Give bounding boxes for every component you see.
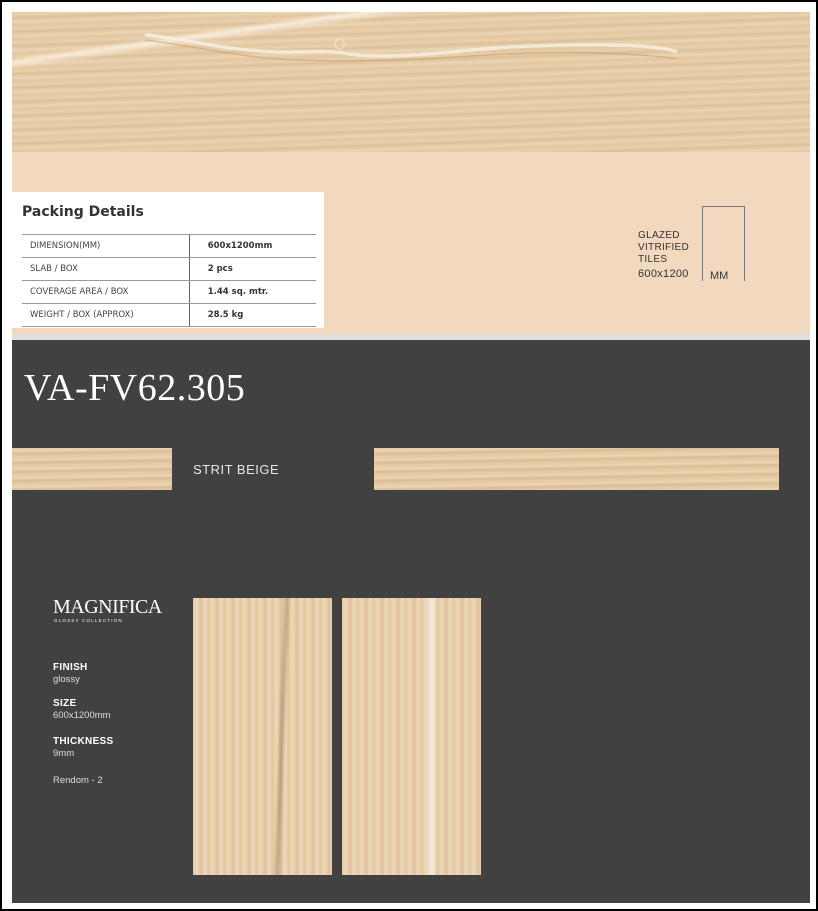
row-value: 600x1200mm — [189, 235, 316, 258]
glazed-unit: MM — [710, 270, 729, 282]
spec-random — [53, 774, 103, 786]
table-row — [22, 281, 316, 304]
table-row — [22, 235, 316, 258]
spec-thickness — [53, 736, 113, 759]
spec-value: glossy — [53, 674, 80, 685]
packing-table — [22, 234, 316, 327]
hero-tile-image — [12, 12, 810, 152]
spec-value: 9mm — [53, 748, 75, 759]
row-value: 28.5 kg — [189, 304, 316, 327]
product-section — [12, 340, 810, 903]
tile-strip-left — [12, 448, 172, 490]
table-row — [22, 258, 316, 281]
spec-value: 600x1200mm — [53, 710, 111, 721]
row-label: DIMENSION(MM) — [22, 235, 189, 258]
brand-subtitle: GLOSSY COLLECTION — [54, 618, 123, 623]
spec-finish — [53, 662, 88, 685]
packing-details-card — [12, 192, 324, 328]
spec-label: SIZE — [53, 698, 77, 709]
tile-image-2 — [342, 598, 481, 875]
brand-logo: MAGNIFICA — [53, 596, 162, 618]
page-frame — [2, 2, 816, 909]
spec-size — [53, 698, 111, 721]
glazed-line: TILES — [638, 254, 668, 265]
spec-value: Rendom - 2 — [53, 775, 103, 786]
glazed-size: 600x1200 — [638, 268, 689, 280]
glazed-line: GLAZED — [638, 230, 680, 241]
row-value: 1.44 sq. mtr. — [189, 281, 316, 304]
glazed-label — [638, 230, 689, 280]
spec-label: FINISH — [53, 662, 88, 673]
row-label: SLAB / BOX — [22, 258, 189, 281]
row-label: WEIGHT / BOX (APPROX) — [22, 304, 189, 327]
product-name: STRIT BEIGE — [193, 462, 280, 477]
table-row — [22, 304, 316, 327]
info-band — [12, 152, 810, 334]
packing-title: Packing Details — [22, 204, 144, 220]
marble-vein — [12, 32, 810, 72]
row-label: COVERAGE AREA / BOX — [22, 281, 189, 304]
row-value: 2 pcs — [189, 258, 316, 281]
spec-label: THICKNESS — [53, 736, 114, 747]
tile-strip-right — [374, 448, 779, 490]
product-code: VA-FV62.305 — [24, 367, 246, 409]
catalog-page — [12, 12, 810, 903]
tile-image-1 — [193, 598, 332, 875]
glazed-line: VITRIFIED — [638, 242, 690, 253]
